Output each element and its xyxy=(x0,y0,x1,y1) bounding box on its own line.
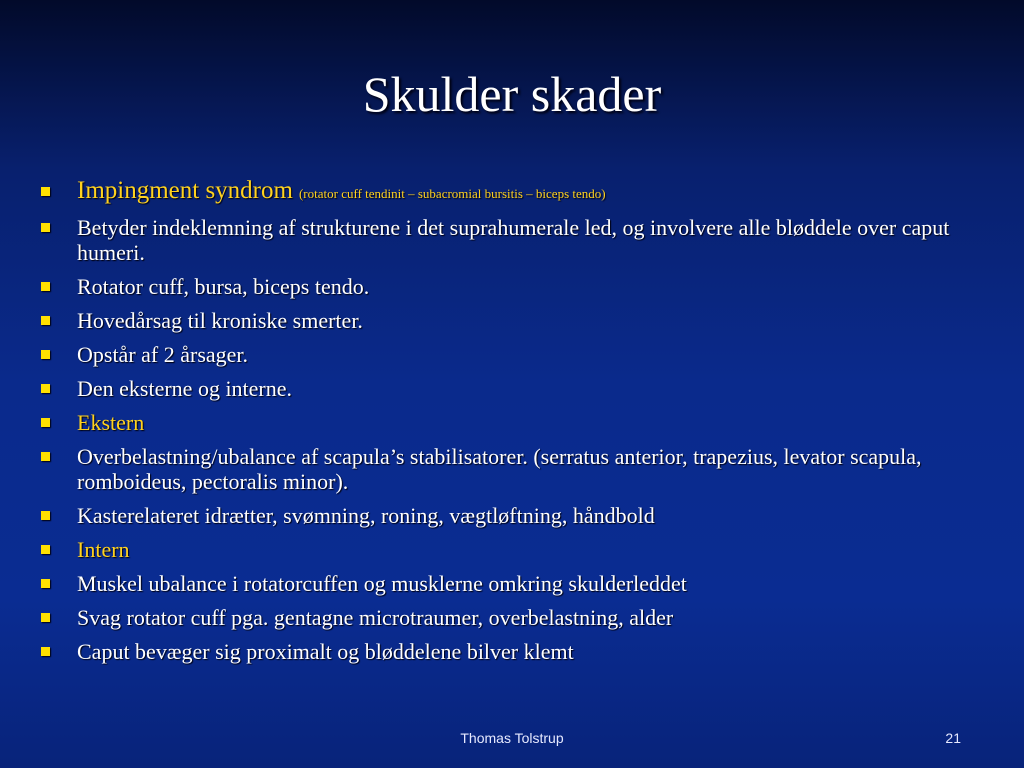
bullet-item xyxy=(40,308,970,333)
bullet-text: Opstår af 2 årsager. xyxy=(77,342,249,367)
bullet-item xyxy=(40,215,970,265)
square-bullet-icon xyxy=(41,384,50,393)
square-bullet-icon xyxy=(41,452,50,461)
square-bullet-icon xyxy=(41,647,50,656)
bullet-text: Muskel ubalance i rotatorcuffen og musklerne omkring skulderleddet xyxy=(77,571,687,596)
page-number: 21 xyxy=(945,730,961,746)
square-bullet-icon xyxy=(41,545,50,554)
bullet-item xyxy=(40,639,970,664)
square-bullet-icon xyxy=(41,282,50,291)
bullet-item xyxy=(40,176,970,209)
bullet-text: Kasterelateret idrætter, svømning, roning, vægtløftning, håndbold xyxy=(77,503,655,528)
bullet-list xyxy=(40,176,970,673)
bullet-text: Betyder indeklemning af strukturene i det suprahumerale led, og involvere alle bløddele over caput humeri. xyxy=(77,215,950,265)
bullet-text: Hovedårsag til kroniske smerter. xyxy=(77,308,363,333)
bullet-item xyxy=(40,537,970,562)
bullet-item xyxy=(40,410,970,435)
bullet-text: Svag rotator cuff pga. gentagne microtraumer, overbelastning, alder xyxy=(77,605,674,630)
bullet-text: Caput bevæger sig proximalt og bløddelene bilver klemt xyxy=(77,639,574,664)
square-bullet-icon xyxy=(41,418,50,427)
bullet-heading-impingment: Impingment syndrom xyxy=(77,177,293,204)
bullet-item xyxy=(40,342,970,367)
bullet-item xyxy=(40,376,970,401)
square-bullet-icon xyxy=(41,316,50,325)
square-bullet-icon xyxy=(41,579,50,588)
square-bullet-icon xyxy=(41,223,50,232)
slide-title: Skulder skader xyxy=(362,66,662,122)
bullet-text: Den eksterne og interne. xyxy=(77,376,293,401)
footer-author: Thomas Tolstrup xyxy=(460,730,564,746)
bullet-subnote: (rotator cuff tendinit – subacromial bursitis – biceps tendo) xyxy=(298,186,606,201)
bullet-text: Overbelastning/ubalance af scapula’s stabilisatorer. (serratus anterior, trapezius, levator scapula, romboideus, pectoralis minor). xyxy=(77,444,922,494)
bullet-item xyxy=(40,571,970,596)
bullet-item xyxy=(40,274,970,299)
square-bullet-icon xyxy=(41,511,50,520)
bullet-heading-ekstern: Ekstern xyxy=(77,410,145,435)
bullet-heading-intern: Intern xyxy=(77,537,130,562)
bullet-text: Rotator cuff, bursa, biceps tendo. xyxy=(77,274,370,299)
bullet-item xyxy=(40,605,970,630)
bullet-item xyxy=(40,503,970,528)
square-bullet-icon xyxy=(41,613,50,622)
square-bullet-icon xyxy=(41,350,50,359)
bullet-item xyxy=(40,444,970,494)
square-bullet-icon xyxy=(41,187,50,196)
